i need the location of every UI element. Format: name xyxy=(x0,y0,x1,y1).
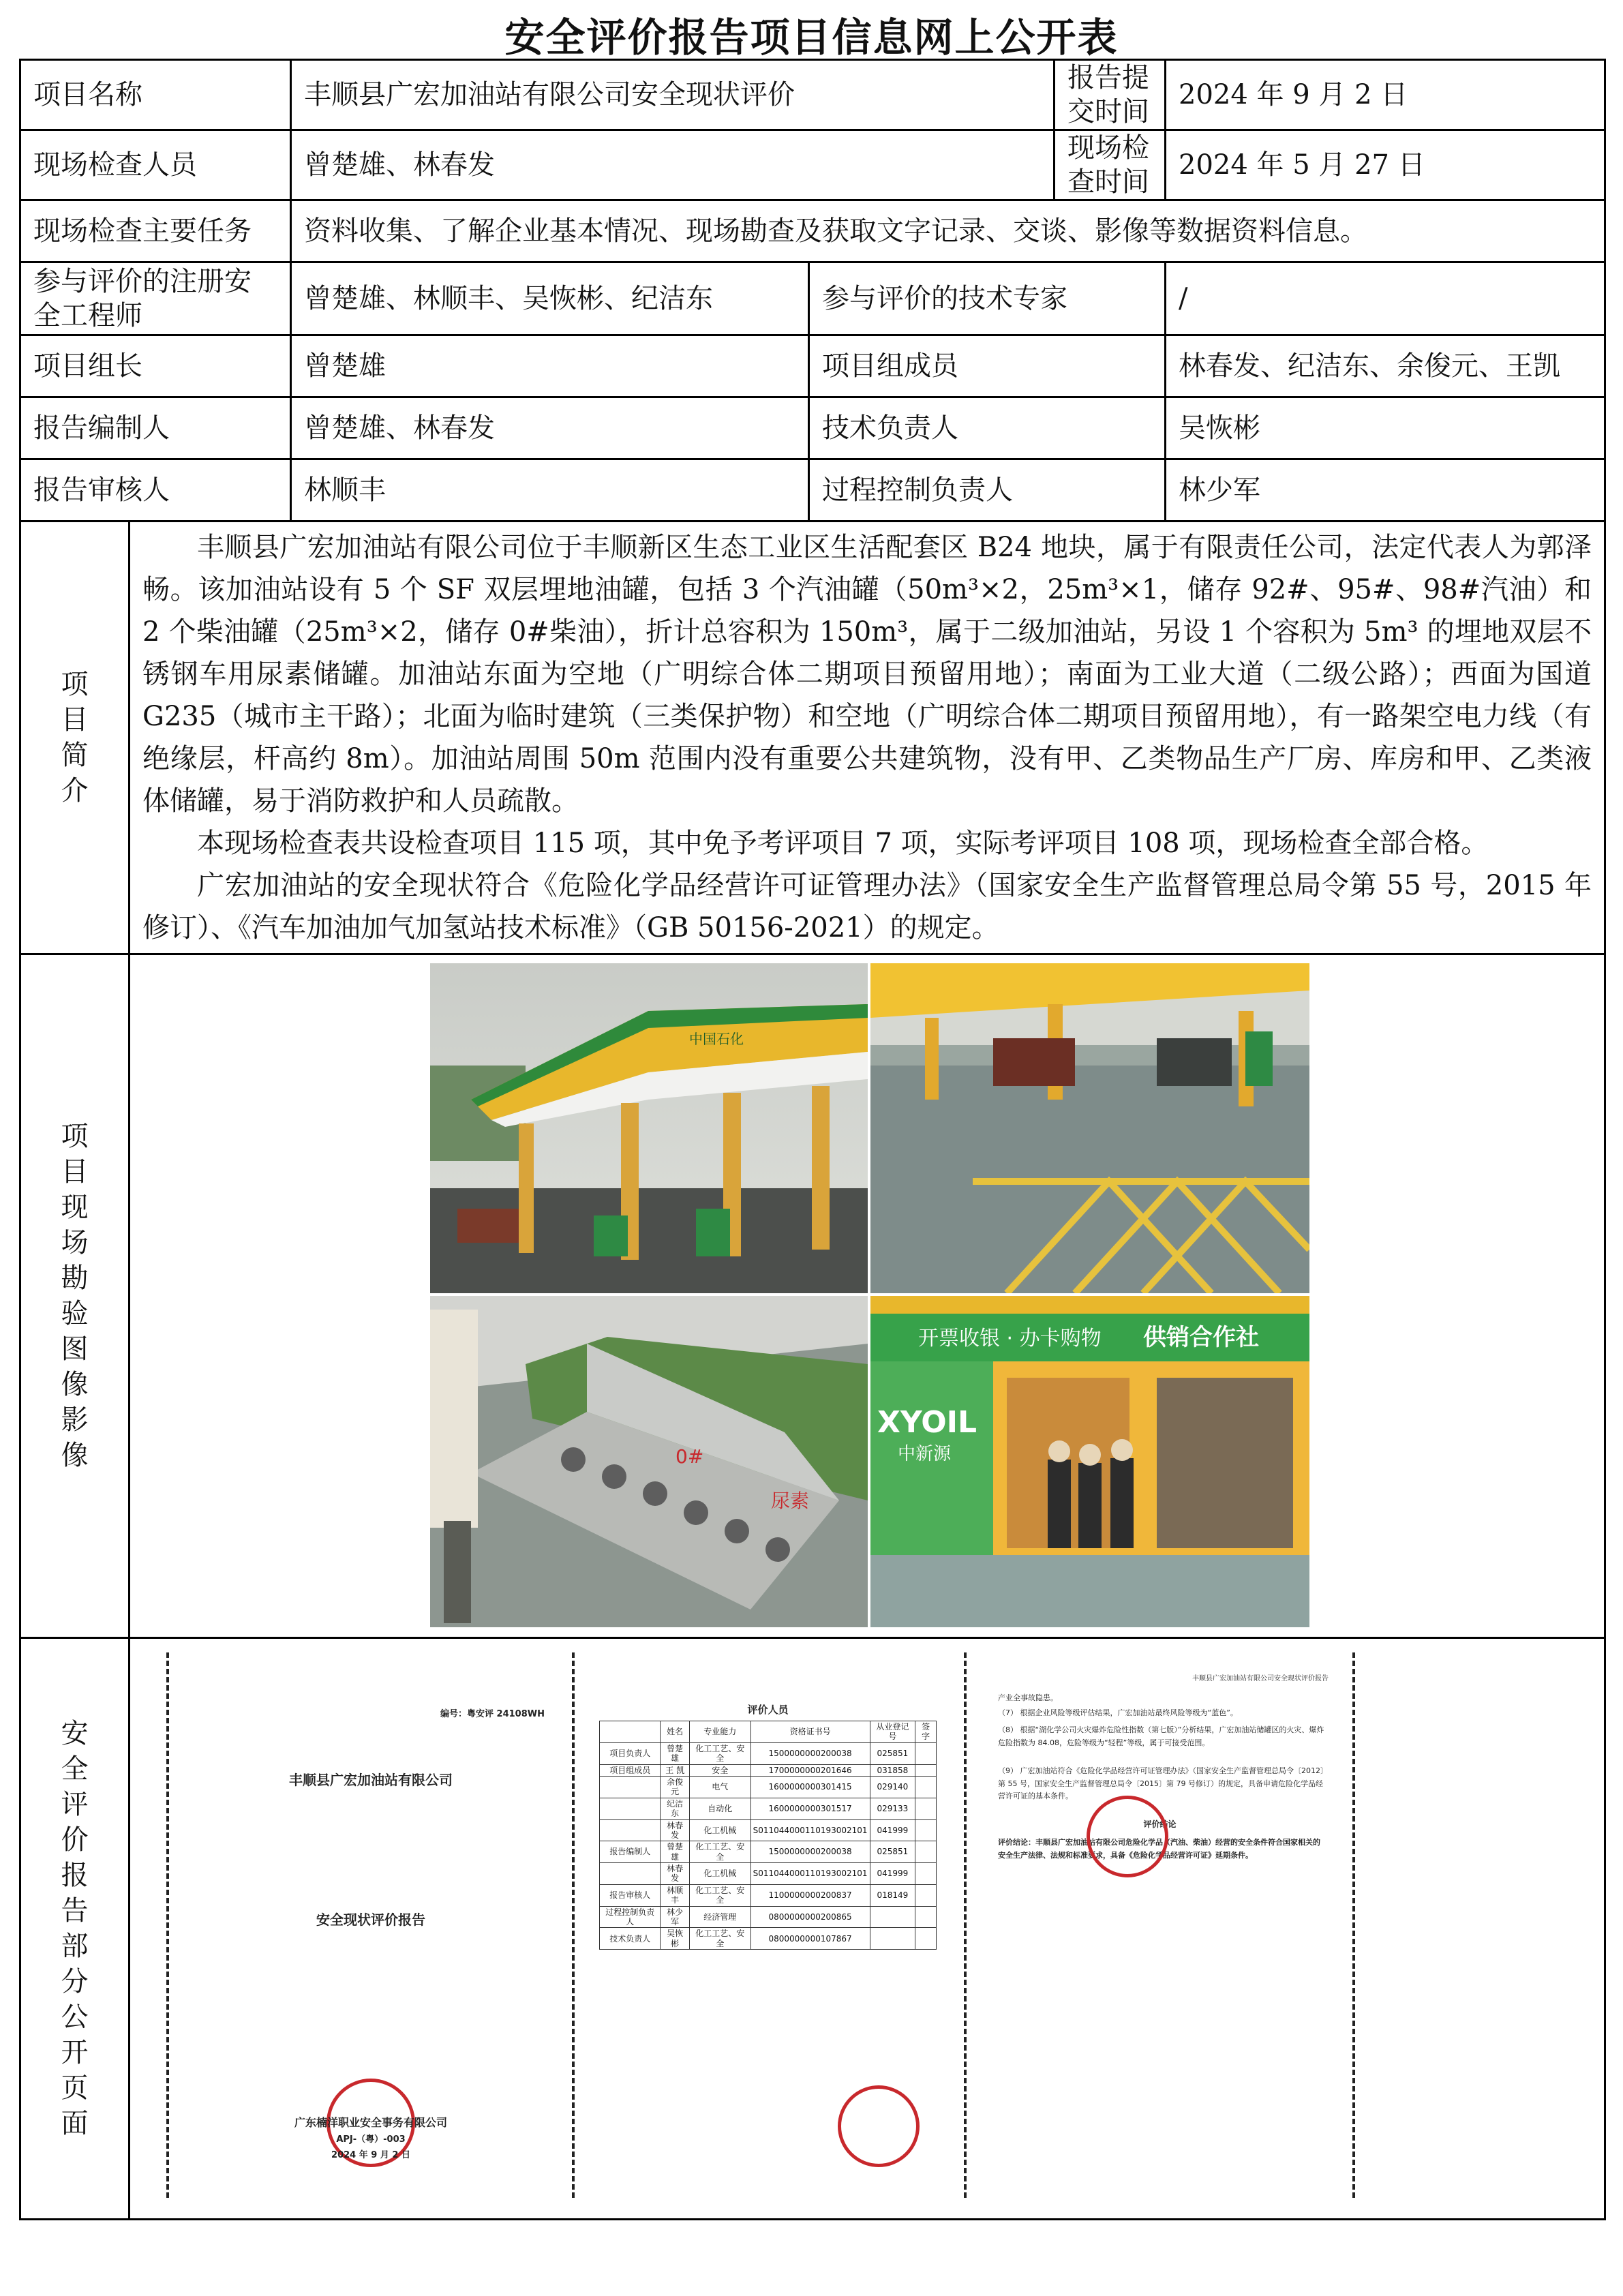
shop-banner-text: 开票收银 · 办卡购物 xyxy=(918,1327,1102,1350)
staff-cell: 项目组成员 xyxy=(600,1764,661,1776)
project-intro xyxy=(130,522,1605,954)
staff-row xyxy=(600,1776,937,1798)
staff-cell: 025851 xyxy=(870,1742,915,1764)
staff-cell: 化工工艺、安全 xyxy=(689,1841,750,1863)
value-tech-lead: 吴恢彬 xyxy=(1166,397,1605,459)
page-title: 安全评价报告项目信息网上公开表 xyxy=(504,14,1119,61)
value-engineers: 曾楚雄、林顺丰、吴恢彬、纪洁东 xyxy=(291,262,809,335)
staff-cell: 化工机械 xyxy=(689,1819,750,1841)
staff-cell: 林顺丰 xyxy=(661,1884,689,1906)
label-process-lead: 过程控制负责人 xyxy=(809,459,1166,522)
staff-cell: 报告编制人 xyxy=(600,1841,661,1863)
staff-cell xyxy=(915,1863,937,1885)
conclusion-heading: 评价结论 xyxy=(1143,1819,1177,1829)
staff-cell xyxy=(600,1819,661,1841)
label-intro: 项目简介 xyxy=(20,522,130,954)
staff-row xyxy=(600,1819,937,1841)
cover-date: 2024 年 9 月 2 日 xyxy=(331,2150,410,2160)
value-submit-time: 2024 年 9 月 2 日 xyxy=(1166,60,1605,130)
staff-cell xyxy=(870,1906,915,1928)
staff-cell: 林春发 xyxy=(661,1819,689,1841)
shop-name-text: 供销合作社 xyxy=(1143,1324,1259,1351)
conclusion-item-1: （7） 根据企业风险等级评估结果，广宏加油站最终风险等级为“蓝色”。 xyxy=(998,1708,1238,1717)
staff-cell xyxy=(915,1764,937,1776)
canopy-sign: 中国石化 xyxy=(689,1031,744,1047)
staff-cell: 025851 xyxy=(870,1841,915,1863)
label-leader: 项目组长 xyxy=(20,335,291,397)
tank-label-diesel: 0# xyxy=(676,1445,704,1468)
staff-cell: 纪洁东 xyxy=(661,1798,689,1819)
staff-cell xyxy=(915,1928,937,1950)
staff-cell xyxy=(915,1884,937,1906)
label-inspect-time: 现场检查时间 xyxy=(1055,130,1166,200)
staff-row xyxy=(600,1841,937,1863)
staff-cell xyxy=(600,1863,661,1885)
staff-cell xyxy=(600,1776,661,1798)
label-tech-lead: 技术负责人 xyxy=(809,397,1166,459)
intro-paragraph-2: 本现场检查表共设检查项目 115 项，其中免予考评项目 7 项，实际考评项目 108 项，现场检查全部合格。 xyxy=(197,828,1489,859)
staff-cell: 报告审核人 xyxy=(600,1884,661,1906)
report-staff-page xyxy=(579,1649,957,2201)
value-inspect-time: 2024 年 5 月 27 日 xyxy=(1166,130,1605,200)
value-members: 林春发、纪洁东、余俊元、王凯 xyxy=(1166,335,1605,397)
staff-cell: S011044000110193002101 xyxy=(750,1863,870,1885)
staff-cell xyxy=(870,1928,915,1950)
label-project-name: 项目名称 xyxy=(20,60,291,130)
staff-cell: 018149 xyxy=(870,1884,915,1906)
staff-cell xyxy=(915,1742,937,1764)
staff-header-cell: 姓名 xyxy=(661,1721,689,1743)
photo-forecourt xyxy=(870,963,1309,1293)
cover-company: 丰顺县广宏加油站有限公司 xyxy=(289,1772,453,1788)
intro-paragraph-3: 广宏加油站的安全现状符合《危险化学品经营许可证管理办法》（国家安全生产监督管理总局令第 55 号，2015 年修订）、《汽车加油加气加氢站技术标准》（GB 50156-2021）的规定。 xyxy=(142,870,1592,943)
staff-cell xyxy=(915,1819,937,1841)
staff-cell: 031858 xyxy=(870,1764,915,1776)
info-table xyxy=(19,59,1606,2220)
staff-row xyxy=(600,1863,937,1885)
value-compiler: 曾楚雄、林春发 xyxy=(291,397,809,459)
staff-cell: 化工机械 xyxy=(689,1863,750,1885)
staff-cell: 0800000000200865 xyxy=(750,1906,870,1928)
staff-cell: 1700000000201646 xyxy=(750,1764,870,1776)
conclusion-seal xyxy=(1087,1796,1168,1877)
staff-cell: 029140 xyxy=(870,1776,915,1798)
label-photos: 项目现场勘验图像影像 xyxy=(20,954,130,1638)
photo-canopy xyxy=(430,963,868,1293)
staff-cell: 曾楚雄 xyxy=(661,1742,689,1764)
value-process-lead: 林少军 xyxy=(1166,459,1605,522)
staff-cell: 技术负责人 xyxy=(600,1928,661,1950)
staff-cell: 041999 xyxy=(870,1863,915,1885)
staff-cell: 余俊元 xyxy=(661,1776,689,1798)
conclusion-item-2: （8） 根据“湖化学公司火灾爆炸危险性指数（第七版）”分析结果，广宏加油站储罐区的火灾、爆炸危险指数为 84.08，危险等级为“轻程”等级，属于可接受范围。 xyxy=(998,1725,1324,1747)
shop-brand-cn: 中新源 xyxy=(898,1444,952,1464)
staff-header-cell: 从业登记号 xyxy=(870,1721,915,1743)
value-main-task: 资料收集、了解企业基本情况、现场勘查及获取文字记录、交谈、影像等数据资料信息。 xyxy=(291,200,1605,262)
label-engineers: 参与评价的注册安全工程师 xyxy=(20,262,291,335)
staff-cell: 1600000000301415 xyxy=(750,1776,870,1798)
staff-cell: 电气 xyxy=(689,1776,750,1798)
staff-cell: S011044000110193002101 xyxy=(750,1819,870,1841)
label-members: 项目组成员 xyxy=(809,335,1166,397)
staff-row xyxy=(600,1798,937,1819)
staff-cell xyxy=(600,1798,661,1819)
photo-shop xyxy=(870,1296,1309,1627)
conclusion-header: 丰顺县广宏加油站有限公司安全现状评价报告 xyxy=(1192,1675,1329,1682)
value-inspectors: 曾楚雄、林春发 xyxy=(291,130,1055,200)
tank-label-urea: 尿素 xyxy=(771,1490,810,1512)
value-reviewer: 林顺丰 xyxy=(291,459,809,522)
conclusion-item-3: （9） 广宏加油站符合《危险化学品经营许可证管理办法》（国家安全生产监督管理总局令〔2012〕第 55 号，国家安全生产监督管理总局令〔2015〕第 79 号修订）的规定，具备申请危险化学品经营许可证的基本条件。 xyxy=(998,1766,1324,1801)
staff-header-cell xyxy=(600,1721,661,1743)
intro-paragraph-1: 丰顺县广宏加油站有限公司位于丰顺新区生态工业区生活配套区 B24 地块，属于有限责任公司，法定代表人为郭泽畅。该加油站设有 5 个 SF 双层埋地油罐，包括 3 个汽油罐（50m³×2，25m³×1，储存 92#、95#、98#汽油）和 2 个柴油罐（25m³×2，储存 0#柴油），折计总容积为 150m³，属于二级加油站，另设 1 个容积为 5m³ 的埋地双层不锈钢车用尿素储罐。加油站东面为空地（广明综合体二期项目预留用地）；南面为工业大道（二级公路）；西面为国道 G235（城市主干路）；北面为临时建筑（三类保护物）和空地（广明综合体二期项目预留用地），有一路架空电力线（有绝缘层，杆高约 8m）。加油站周围 50m 范围内没有重要公共建筑物，没有甲、乙类物品生产厂房、库房和甲、乙类液体储罐，易于消防救护和人员疏散。 xyxy=(142,532,1592,817)
staff-cell: 过程控制负责人 xyxy=(600,1906,661,1928)
page-divider xyxy=(572,1652,575,2198)
staff-cell xyxy=(915,1906,937,1928)
staff-cell xyxy=(915,1776,937,1798)
staff-cell: 1500000000200038 xyxy=(750,1742,870,1764)
value-experts: / xyxy=(1166,262,1605,335)
label-experts: 参与评价的技术专家 xyxy=(809,262,1166,335)
cover-org: 广东楠洋职业安全事务有限公司 xyxy=(294,2116,447,2129)
staff-seal xyxy=(838,2085,920,2167)
cover-number: 编号：粤安评 24108WH xyxy=(440,1709,545,1719)
staff-cell xyxy=(915,1841,937,1863)
staff-cell: 自动化 xyxy=(689,1798,750,1819)
value-project-name: 丰顺县广宏加油站有限公司安全现状评价 xyxy=(291,60,1055,130)
staff-cell: 0800000000107867 xyxy=(750,1928,870,1950)
staff-row xyxy=(600,1928,937,1950)
staff-cell: 化工工艺、安全 xyxy=(689,1742,750,1764)
shop-brand-text: XYOIL xyxy=(877,1405,977,1440)
label-inspectors: 现场检查人员 xyxy=(20,130,291,200)
staff-cell: 项目负责人 xyxy=(600,1742,661,1764)
staff-cell: 经济管理 xyxy=(689,1906,750,1928)
staff-row xyxy=(600,1764,937,1776)
page-divider xyxy=(166,1652,169,2198)
staff-header-cell: 签字 xyxy=(915,1721,937,1743)
staff-cell xyxy=(915,1798,937,1819)
staff-cell: 1100000000200837 xyxy=(750,1884,870,1906)
label-submit-time: 报告提交时间 xyxy=(1055,60,1166,130)
staff-title: 评价人员 xyxy=(747,1704,789,1716)
label-main-task: 现场检查主要任务 xyxy=(20,200,291,262)
staff-cell: 王 凯 xyxy=(661,1764,689,1776)
label-reviewer: 报告审核人 xyxy=(20,459,291,522)
staff-cell: 029133 xyxy=(870,1798,915,1819)
report-pages xyxy=(130,1638,1605,2220)
staff-row xyxy=(600,1906,937,1928)
conclusion-lead: 产业全事故隐患。 xyxy=(998,1693,1058,1702)
label-report-pages: 安全评价报告部分公开页面 xyxy=(20,1638,130,2220)
photo-tank-well xyxy=(430,1296,868,1627)
page-divider xyxy=(1352,1652,1355,2198)
staff-row xyxy=(600,1884,937,1906)
cover-title: 安全现状评价报告 xyxy=(316,1912,425,1928)
staff-table xyxy=(599,1721,937,1950)
page-divider xyxy=(964,1652,967,2198)
staff-cell: 吴恢彬 xyxy=(661,1928,689,1950)
cover-cert: APJ-（粤）-003 xyxy=(336,2134,406,2145)
report-conclusion-page xyxy=(971,1649,1349,2201)
staff-cell: 林春发 xyxy=(661,1863,689,1885)
value-leader: 曾楚雄 xyxy=(291,335,809,397)
staff-cell: 化工工艺、安全 xyxy=(689,1928,750,1950)
staff-cell: 林少军 xyxy=(661,1906,689,1928)
staff-cell: 安全 xyxy=(689,1764,750,1776)
staff-row xyxy=(600,1742,937,1764)
staff-header-cell: 专业能力 xyxy=(689,1721,750,1743)
site-photos xyxy=(130,954,1605,1638)
staff-cell: 化工工艺、安全 xyxy=(689,1884,750,1906)
conclusion-final: 评价结论：丰顺县广宏加油站有限公司危险化学品（汽油、柴油）经营的安全条件符合国家相关的安全生产法律、法规和标准要求，具备《危险化学品经营许可证》延期条件。 xyxy=(998,1838,1320,1860)
report-cover-page xyxy=(177,1649,565,2201)
staff-header-cell: 资格证书号 xyxy=(750,1721,870,1743)
staff-cell: 1600000000301517 xyxy=(750,1798,870,1819)
staff-cell: 1500000000200038 xyxy=(750,1841,870,1863)
staff-cell: 曾楚雄 xyxy=(661,1841,689,1863)
staff-header-row xyxy=(600,1721,937,1743)
staff-cell: 041999 xyxy=(870,1819,915,1841)
label-compiler: 报告编制人 xyxy=(20,397,291,459)
